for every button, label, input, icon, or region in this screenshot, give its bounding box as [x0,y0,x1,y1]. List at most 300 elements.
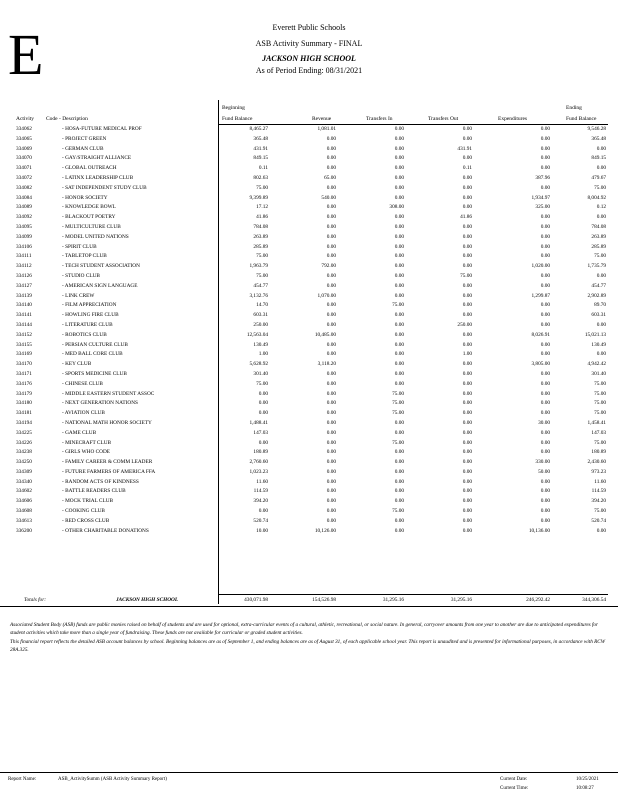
transfers-out: 0.00 [462,253,472,260]
expenditures: 0.00 [540,312,550,319]
report-name-label: Report Name: [8,777,37,782]
transfers-out: 0.00 [462,341,472,348]
transfers-in: 0.00 [394,253,404,260]
ending-balance: 479.67 [591,174,606,181]
table-row [0,478,618,488]
ending-balance: 75.00 [594,439,606,446]
expenditures: 0.00 [540,449,550,456]
expenditures: 0.00 [540,253,550,260]
activity-description: - MULTICULTURE CLUB [62,223,121,230]
transfers-out: 0.00 [462,517,472,524]
table-row [0,331,618,341]
beginning-balance: 285.89 [253,243,268,250]
section-letter: E [8,22,44,87]
activity-table [0,125,618,536]
expenditures: 0.00 [540,498,550,505]
table-row [0,301,618,311]
table-row [0,458,618,468]
activity-code: 334606 [16,498,32,505]
beginning-balance: 130.49 [253,341,268,348]
transfers-out: 431.91 [457,145,472,152]
activity-code: 334309 [16,468,32,475]
transfers-in: 0.00 [394,135,404,142]
ending-balance: 15,021.13 [584,331,606,338]
activity-code: 334084 [16,194,32,201]
period-ending: As of Period Ending: 08/31/2021 [255,66,363,75]
expenditures: 0.00 [540,135,550,142]
activity-code: 334139 [16,292,32,299]
totals-row [0,596,618,605]
expenditures: 0.00 [540,351,550,358]
table-row [0,360,618,370]
transfers-out: 0.00 [462,292,472,299]
transfers-out: 75.00 [460,272,472,279]
ending-balance: 0.00 [596,165,606,172]
beginning-balance: 10.00 [256,527,268,534]
activity-code: 334140 [16,302,32,309]
transfers-out: 0.00 [462,282,472,289]
revenue: 0.00 [326,351,336,358]
revenue: 0.00 [326,145,336,152]
totals-expenditures: 246,292.42 [526,597,550,603]
activity-description: - GERMAN CLUB [62,145,104,152]
transfers-out: 0.00 [462,233,472,240]
ending-balance: 75.00 [594,400,606,407]
transfers-out: 0.00 [462,527,472,534]
section-divider [0,606,618,607]
revenue: 792.00 [321,263,336,270]
ending-balance: 0.00 [596,214,606,221]
beginning-balance: 454.77 [253,282,268,289]
ending-balance: 365.48 [591,135,606,142]
transfers-out: 0.00 [462,135,472,142]
transfers-in: 0.00 [394,370,404,377]
activity-code: 334613 [16,517,32,524]
ending-balance: 0.12 [596,204,606,211]
transfers-in: 0.00 [394,488,404,495]
transfers-out: 0.00 [462,478,472,485]
table-row [0,213,618,223]
activity-code: 334126 [16,272,32,279]
expenditures: 1,299.87 [531,292,550,299]
table-row [0,341,618,351]
table-row [0,194,618,204]
revenue: 3,118.20 [317,361,336,368]
revenue: 0.00 [326,155,336,162]
activity-description: - GIRLS WHO CODE [62,449,111,456]
activity-code: 334238 [16,449,32,456]
revenue: 540.00 [321,194,336,201]
school-name: JACKSON HIGH SCHOOL [262,54,356,63]
activity-description: - MINECRAFT CLUB [62,439,112,446]
expenditures: 0.00 [540,272,550,279]
table-row [0,390,618,400]
transfers-in: 0.00 [394,243,404,250]
activity-code: 334340 [16,478,32,485]
expenditures: 0.00 [540,214,550,221]
activity-code: 334099 [16,233,32,240]
transfers-out: 0.00 [462,390,472,397]
revenue: 0.00 [326,302,336,309]
expenditures: 0.00 [540,223,550,230]
activity-code: 334069 [16,145,32,152]
activity-code: 334065 [16,135,32,142]
expenditures: 0.00 [540,321,550,328]
totals-transfers-out: 31,295.16 [450,597,472,603]
table-row [0,448,618,458]
table-row [0,507,618,517]
activity-description: - KEY CLUB [62,361,92,368]
activity-description: - NEXT GENERATION NATIONS [62,400,138,407]
transfers-in: 308.00 [389,204,404,211]
beginning-balance: 1,488.41 [249,419,268,426]
report-title: ASB Activity Summary - FINAL [255,39,363,48]
activity-code: 334181 [16,410,32,417]
activity-code: 336200 [16,527,32,534]
beginning-balance: 0.00 [258,439,268,446]
expenditures: 0.00 [540,184,550,191]
revenue: 0.00 [326,223,336,230]
expenditures: 0.00 [540,126,550,132]
ending-balance: 2,430.60 [587,459,606,466]
transfers-out: 0.00 [462,361,472,368]
ending-balance: 1,735.79 [587,263,606,270]
activity-code: 334144 [16,321,32,328]
revenue: 0.00 [326,400,336,407]
transfers-in: 75.00 [392,439,404,446]
revenue: 0.00 [326,214,336,221]
transfers-in: 0.00 [394,292,404,299]
activity-code: 334092 [16,214,32,221]
activity-description: - FUTURE FARMERS OF AMERICA FFA [62,468,156,475]
activity-description: - AVIATION CLUB [62,410,105,417]
activity-description: - HONOR SOCIETY [62,194,108,201]
current-time-value: 10:08:27 [576,786,594,791]
beginning-balance: 394.20 [253,498,268,505]
transfers-in: 0.00 [394,429,404,436]
transfers-out: 0.00 [462,439,472,446]
beginning-balance: 301.40 [253,370,268,377]
transfers-in: 0.00 [394,165,404,172]
table-row [0,164,618,174]
revenue: 1,081.01 [317,126,336,132]
expenditures: 0.00 [540,517,550,524]
activity-code: 334225 [16,429,32,436]
table-row [0,350,618,360]
ending-balance: 2,902.89 [587,292,606,299]
ending-balance: 849.15 [591,155,606,162]
beginning-balance: 1,023.23 [249,468,268,475]
expenditures: 0.00 [540,380,550,387]
beginning-balance: 9,399.89 [249,194,268,201]
transfers-in: 0.00 [394,263,404,270]
table-row [0,184,618,194]
ending-balance: 180.89 [591,449,606,456]
transfers-in: 0.00 [394,155,404,162]
revenue: 0.00 [326,508,336,515]
beginning-balance: 263.89 [253,233,268,240]
revenue: 10,485.00 [314,331,336,338]
activity-description: - BATTLE READERS CLUB [62,488,126,495]
ending-balance: 784.08 [591,223,606,230]
table-row [0,497,618,507]
activity-code: 334072 [16,174,32,181]
transfers-in: 0.00 [394,321,404,328]
footnote-paragraph: This financial report reflects the detailed ASB account balances by school. Beginning balances are as of September 1, and ending balances are as of August 31, of each applicable school year. This report is unaudited and is presented for informational purposes, in accordance with RCW 28A.325. [10,638,606,653]
transfers-in: 0.00 [394,214,404,221]
col-code-description: Code - Description [46,116,88,122]
transfers-out: 0.11 [462,165,472,172]
ending-balance: 75.00 [594,508,606,515]
table-row [0,203,618,213]
totals-transfers-in: 31,295.16 [382,597,404,603]
expenditures: 8,026.91 [531,331,550,338]
table-row [0,487,618,497]
transfers-out: 0.00 [462,223,472,230]
activity-description: - FAMILY CAREER & COMM LEADER [62,459,153,466]
footnote [10,621,610,654]
beginning-balance: 603.31 [253,312,268,319]
ending-balance: 263.89 [591,233,606,240]
ending-balance: 89.70 [594,302,606,309]
activity-description: - SPORTS MEDICINE CLUB [62,370,127,377]
activity-code: 334155 [16,341,32,348]
activity-code: 334250 [16,459,32,466]
table-row [0,282,618,292]
table-row [0,399,618,409]
col-activity: Activity [16,116,35,122]
transfers-in: 0.00 [394,459,404,466]
transfers-in: 75.00 [392,400,404,407]
beginning-balance: 114.59 [253,488,268,495]
transfers-in: 0.00 [394,527,404,534]
transfers-out: 0.00 [462,370,472,377]
activity-code: 334112 [16,263,32,270]
expenditures: 0.00 [540,145,550,152]
activity-description: - TECH STUDENT ASSOCIATION [62,263,140,270]
beginning-balance: 75.00 [256,184,268,191]
activity-description: - LINK CREW [62,292,95,299]
transfers-in: 0.00 [394,184,404,191]
activity-code: 334194 [16,419,32,426]
expenditures: 1,020.00 [531,263,550,270]
totals-label: Totals for: [24,597,47,603]
activity-description: - GLOBAL OUTREACH [62,165,117,172]
beginning-balance: 802.63 [253,174,268,181]
transfers-out: 0.00 [462,400,472,407]
revenue: 0.00 [326,380,336,387]
expenditures: 30.00 [538,419,550,426]
activity-code: 334111 [16,253,32,260]
col-ending-bottom: Fund Balance [566,116,597,122]
activity-description: - MODEL UNITED NATIONS [62,233,129,240]
ending-balance: 114.59 [591,488,606,495]
activity-description: - TABLETOP CLUB [62,253,107,260]
revenue: 0.00 [326,321,336,328]
table-row [0,145,618,155]
activity-description: - MED BALL CORE CLUB [62,351,123,358]
transfers-out: 0.00 [462,263,472,270]
transfers-in: 0.00 [394,449,404,456]
ending-balance: 75.00 [594,390,606,397]
ending-balance: 520.74 [591,517,606,524]
activity-description: - STUDIO CLUB [62,272,100,279]
revenue: 0.00 [326,204,336,211]
transfers-in: 0.00 [394,351,404,358]
footnote-paragraph: Associated Student Body (ASB) funds are public monies raised on behalf of students and are used for optional, extra-curricular events of a cultural, athletic, recreational, or social nature. In general, carryover amounts from one year to another are due to anticipated expenditures for student activities which take more than a single year of fundraising. These funds are not available for curricular or graded student activities. [10,622,599,637]
transfers-in: 0.00 [394,194,404,201]
transfers-in: 0.00 [394,478,404,485]
expenditures: 10,136.00 [528,527,550,534]
ending-balance: 9,546.28 [587,126,606,132]
totals-beginning: 430,071.98 [244,597,268,603]
expenditures: 3,805.00 [531,361,550,368]
beginning-balance: 365.48 [253,135,268,142]
ending-balance: 0.00 [596,351,606,358]
activity-code: 334106 [16,243,32,250]
revenue: 0.00 [326,429,336,436]
transfers-out: 0.00 [462,331,472,338]
transfers-out: 0.00 [462,312,472,319]
activity-code: 334170 [16,361,32,368]
activity-description: - FILM APPRECIATION [62,302,117,309]
activity-description: - PROJECT GREEN [62,135,107,142]
expenditures: 0.00 [540,488,550,495]
revenue: 0.00 [326,488,336,495]
transfers-out: 250.00 [457,321,472,328]
activity-code: 334127 [16,282,32,289]
activity-code: 334169 [16,351,32,358]
transfers-in: 0.00 [394,223,404,230]
activity-description: - ROBOTICS CLUB [62,331,107,338]
footer-divider [0,772,618,773]
transfers-out: 0.00 [462,410,472,417]
expenditures: 0.00 [540,390,550,397]
table-row [0,292,618,302]
ending-balance: 75.00 [594,380,606,387]
ending-balance: 285.89 [591,243,606,250]
revenue: 0.00 [326,498,336,505]
activity-code: 334070 [16,155,32,162]
expenditures: 0.00 [540,165,550,172]
transfers-out: 0.00 [462,174,472,181]
beginning-balance: 0.00 [258,390,268,397]
table-row [0,252,618,262]
activity-code: 334095 [16,223,32,230]
activity-code: 334602 [16,488,32,495]
table-row [0,468,618,478]
ending-balance: 0.00 [596,321,606,328]
activity-description: - PERSIAN CULTURE CLUB [62,341,128,348]
revenue: 0.00 [326,370,336,377]
totals-ending: 344,306.54 [582,597,606,603]
revenue: 0.00 [326,449,336,456]
col-beginning-top: Beginning [222,105,245,111]
expenditures: 1,934.97 [531,194,550,201]
revenue: 0.00 [326,312,336,319]
beginning-balance: 3,132.76 [249,292,268,299]
beginning-balance: 75.00 [256,272,268,279]
totals-revenue: 154,526.98 [312,597,336,603]
revenue: 10,126.00 [314,527,336,534]
transfers-out: 0.00 [462,155,472,162]
revenue: 1,070.00 [317,292,336,299]
beginning-balance: 431.91 [253,145,268,152]
transfers-in: 0.00 [394,341,404,348]
org-name: Everett Public Schools [272,23,346,32]
expenditures: 387.96 [535,174,550,181]
transfers-in: 0.00 [394,174,404,181]
transfers-out: 0.00 [462,488,472,495]
transfers-in: 0.00 [394,517,404,524]
beginning-balance: 12,563.04 [246,331,268,338]
transfers-out: 0.00 [462,380,472,387]
revenue: 0.00 [326,233,336,240]
expenditures: 0.00 [540,478,550,485]
expenditures: 0.00 [540,341,550,348]
activity-description: - NATIONAL MATH HONOR SOCIETY [62,419,152,426]
table-row [0,429,618,439]
col-revenue: Revenue [312,116,332,122]
revenue: 0.00 [326,243,336,250]
ending-balance: 603.31 [591,312,606,319]
revenue: 0.00 [326,419,336,426]
expenditures: 0.00 [540,302,550,309]
activity-description: - MIDDLE EASTERN STUDENT ASSOC [62,390,155,397]
ending-balance: 75.00 [594,253,606,260]
beginning-balance: 75.00 [256,380,268,387]
transfers-in: 75.00 [392,508,404,515]
expenditures: 0.00 [540,429,550,436]
ending-balance: 75.00 [594,184,606,191]
expenditures: 0.00 [540,508,550,515]
transfers-in: 0.00 [394,312,404,319]
expenditures: 0.00 [540,282,550,289]
revenue: 0.00 [326,478,336,485]
activity-description: - LATINX LEADERSHIP CLUB [62,174,134,181]
current-date-label: Current Date: [500,777,528,782]
revenue: 0.00 [326,272,336,279]
table-row [0,174,618,184]
ending-balance: 0.00 [596,527,606,534]
ending-balance: 147.03 [591,429,606,436]
activity-description: - KNOWLEDGE BOWL [62,204,116,211]
revenue: 0.00 [326,390,336,397]
table-row [0,135,618,145]
beginning-balance: 8,465.27 [249,126,268,132]
transfers-out: 0.00 [462,194,472,201]
col-expenditures: Expenditures [498,116,528,122]
transfers-out: 0.00 [462,419,472,426]
col-transfers-out: Transfers Out [428,116,459,122]
activity-description: - BLACKOUT POETRY [62,214,116,221]
ending-balance: 11.60 [594,478,606,485]
ending-balance: 0.00 [596,145,606,152]
table-row [0,321,618,331]
table-row [0,517,618,527]
table-row [0,272,618,282]
table-row [0,370,618,380]
beginning-balance: 75.00 [256,253,268,260]
ending-balance: 0.00 [596,272,606,279]
table-row [0,527,618,537]
transfers-out: 0.00 [462,126,472,132]
table-row [0,223,618,233]
current-date-value: 10/25/2021 [576,777,599,782]
activity-code: 334176 [16,380,32,387]
transfers-in: 0.00 [394,380,404,387]
transfers-out: 1.00 [462,351,472,358]
